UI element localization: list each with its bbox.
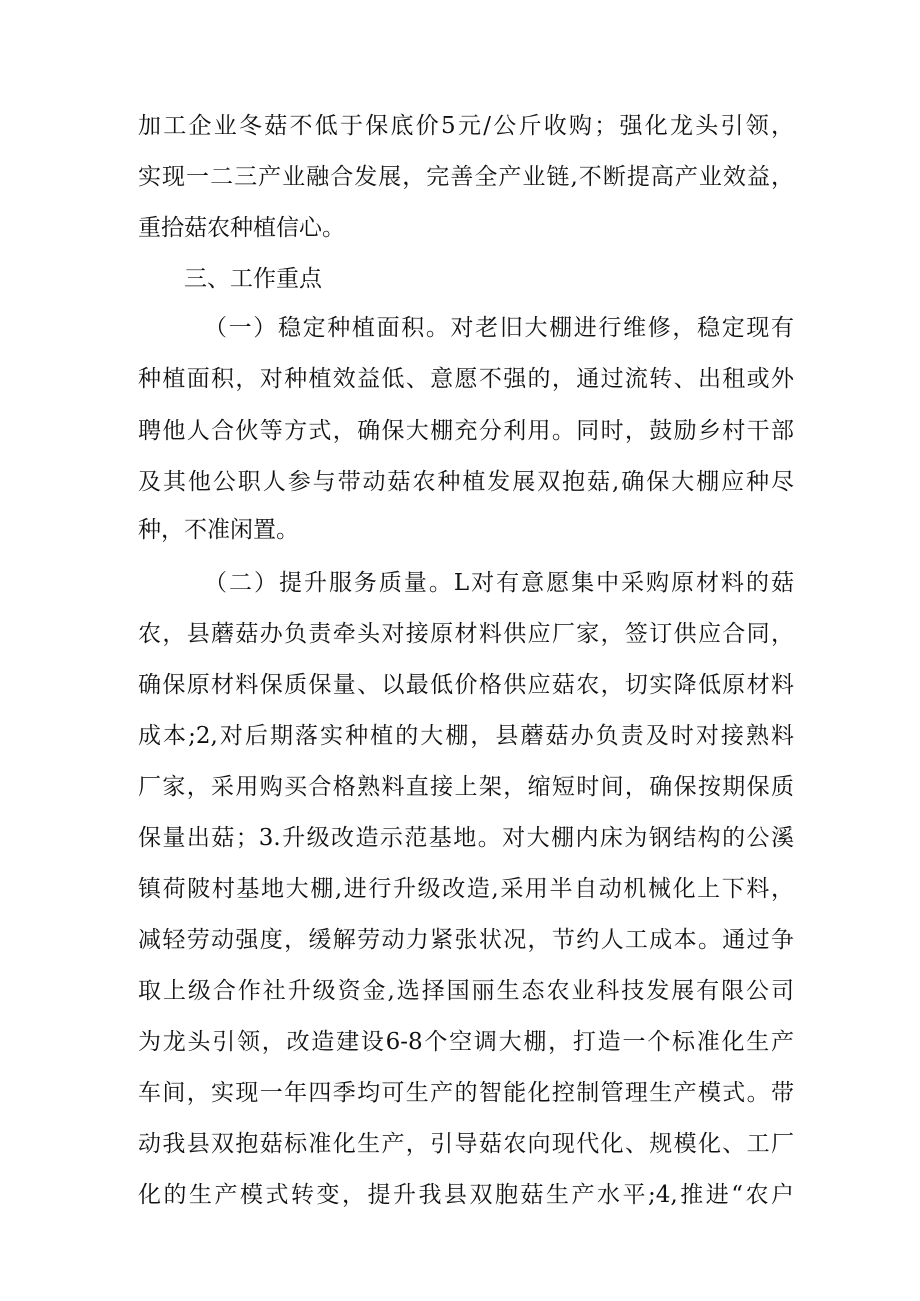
section-heading: 三、工作重点: [184, 266, 322, 292]
item-1-line: 种植面积，对种植效益低、意愿不强的，通过流转、出租或外: [138, 366, 794, 392]
item-2-line: 确保原材料保质保量、以最低价格供应菇农，切实降低原材料: [138, 672, 794, 698]
paragraph-line: 实现一二三产业融合发展，完善全产业链,不断提高产业效益，: [138, 164, 794, 190]
document-body: [138, 0, 794, 1301]
item-2-line: 保量出菇；3.升级改造示范基地。对大棚内床为钢结构的公溪: [138, 825, 794, 851]
item-2-line: 镇荷陂村基地大棚,进行升级改造,采用半自动机械化上下料，: [138, 876, 794, 902]
item-1-line: （一）稳定种植面积。对老旧大棚进行维修，稳定现有: [204, 315, 794, 341]
item-2-line: 农，县蘑菇办负责牵头对接原材料供应厂家，签订供应合同，: [138, 621, 794, 647]
paragraph-line: 加工企业冬菇不低于保底价5元/公斤收购；强化龙头引领，: [138, 113, 794, 139]
item-2-line: 厂家，采用购买合格熟料直接上架，缩短时间，确保按期保质: [138, 774, 794, 800]
item-2-line: 动我县双抱菇标准化生产，引导菇农向现代化、规模化、工厂: [138, 1131, 794, 1157]
item-1-line: 聘他人合伙等方式，确保大棚充分利用。同时，鼓励乡村干部: [138, 418, 794, 444]
item-1-line: 及其他公职人参与带动菇农种植发展双抱菇,确保大棚应种尽: [138, 469, 794, 495]
item-2-line: 取上级合作社升级资金,选择国丽生态农业科技发展有限公司: [138, 978, 794, 1004]
item-2-line: 减轻劳动强度，缓解劳动力紧张状况，节约人工成本。通过争: [138, 927, 794, 953]
item-2-line: 成本;2,对后期落实种植的大棚，县蘑菇办负责及时对接熟料: [138, 723, 794, 749]
item-2-line: 为龙头引领，改造建设6-8个空调大棚，打造一个标准化生产: [138, 1029, 794, 1055]
item-2-line: （二）提升服务质量。L对有意愿集中采购原材料的菇: [204, 570, 794, 596]
item-1-line: 种，不准闲置。: [138, 517, 299, 543]
paragraph-line: 重拾菇农种植信心。: [138, 215, 345, 241]
item-2-line: 化的生产模式转变，提升我县双胞菇生产水平;4,推进“农户: [138, 1182, 794, 1208]
item-2-line: 车间，实现一年四季均可生产的智能化控制管理生产模式。带: [138, 1080, 794, 1106]
